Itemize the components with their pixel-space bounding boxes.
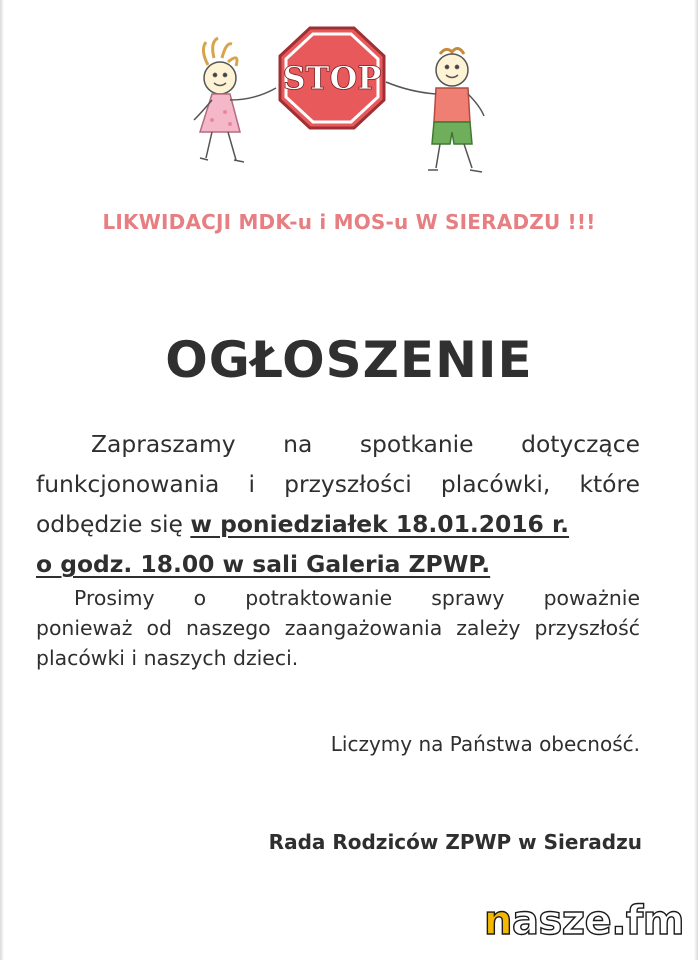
invitation-line-3-text: odbędzie się bbox=[36, 510, 191, 538]
watermark-first-letter: n bbox=[484, 898, 512, 944]
scan-edge-left bbox=[0, 0, 4, 960]
boy-drawing bbox=[386, 48, 484, 172]
meeting-time-place: o godz. 18.00 w sali Galeria ZPWP. bbox=[36, 550, 491, 578]
girl-drawing bbox=[194, 38, 276, 162]
stop-sign-text: STOP bbox=[282, 59, 382, 97]
request-line-2: ponieważ od naszego zaangażowania zależy przyszłość bbox=[36, 616, 640, 640]
stop-sign-icon bbox=[280, 28, 384, 128]
request-line-3: placówki i naszych dzieci. bbox=[36, 646, 299, 670]
invitation-line-4 bbox=[36, 544, 640, 584]
watermark-rest: asze.fm bbox=[512, 898, 684, 944]
invitation-line-3 bbox=[36, 504, 640, 544]
request-line-1: Prosimy o potraktowanie sprawy poważnie bbox=[74, 586, 640, 610]
slogan-heading: LIKWIDACJI MDK-u i MOS-u W SIERADZU !!! bbox=[102, 210, 596, 234]
invitation-paragraph bbox=[36, 424, 640, 584]
scan-edge-right bbox=[694, 0, 698, 960]
invitation-line-1: Zapraszamy na spotkanie dotyczące bbox=[91, 430, 640, 458]
announcement-title: OGŁOSZENIE bbox=[165, 331, 533, 389]
children-stop-illustration bbox=[170, 20, 510, 190]
request-paragraph bbox=[36, 583, 640, 673]
invitation-line-2: funkcjonowania i przyszłości placówki, które bbox=[36, 470, 640, 498]
closing-line: Liczymy na Państwa obecność. bbox=[330, 732, 640, 756]
nasze-fm-watermark-logo bbox=[484, 898, 684, 944]
meeting-date: w poniedziałek 18.01.2016 r. bbox=[190, 510, 570, 538]
signature: Rada Rodziców ZPWP w Sieradzu bbox=[268, 830, 642, 854]
